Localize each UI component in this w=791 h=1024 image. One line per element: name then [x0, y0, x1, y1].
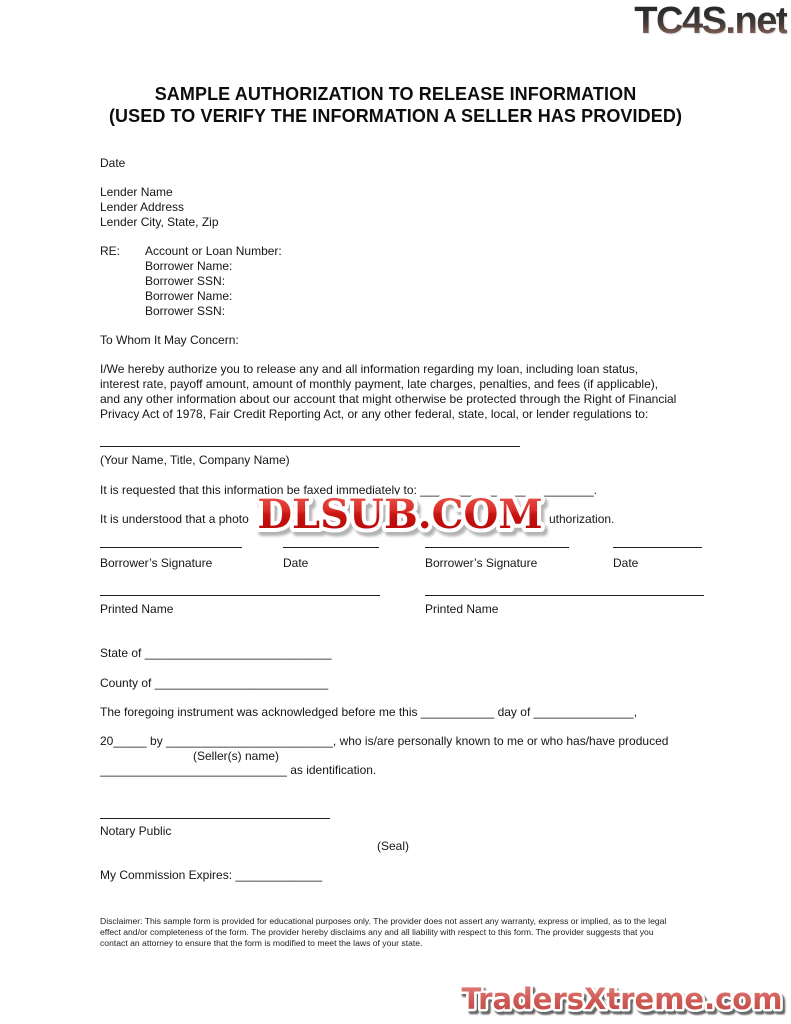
- paragraph-line: and any other information about our account that might otherwise be protected through the Right of Financial: [100, 392, 677, 406]
- re-borrower-name-label-1: Borrower Name:: [145, 259, 233, 273]
- photocopy-sentence-left: It is understood that a photo: [100, 512, 249, 526]
- re-items-block: [145, 244, 282, 319]
- paragraph-line: interest rate, payoff amount, amount of monthly payment, late charges, penalties, and fees (if applicable),: [100, 377, 659, 391]
- commission-expires-line: My Commission Expires: _____________: [100, 868, 323, 882]
- photocopy-sentence-right: uthorization.: [549, 512, 615, 526]
- page-title-line2: (USED TO VERIFY THE INFORMATION A SELLER HAS PROVIDED): [108, 105, 683, 126]
- notary-signature-line: [100, 818, 330, 819]
- fax-request-line: It is requested that this information be faxed immediately to: __________________________.: [100, 483, 598, 497]
- printed-name1-label: Printed Name: [100, 602, 174, 616]
- notary-public-label: Notary Public: [100, 824, 172, 838]
- lender-address-line: Lender Address: [100, 200, 185, 214]
- disclaimer-line: Disclaimer: This sample form is provided for educational purposes only. The provider does not assert any warranty, express or implied, as to the legal: [100, 916, 667, 926]
- re-borrower-name-label-2: Borrower Name:: [145, 289, 233, 303]
- page-title: [0, 84, 791, 127]
- borrower1-date-line: [283, 547, 379, 548]
- seal-label: (Seal): [377, 839, 410, 853]
- printed-name2-label: Printed Name: [425, 602, 499, 616]
- acknowledged-year-line: 20_____ by _________________________, who is/are personally known to me or who has/have produced: [100, 734, 669, 748]
- re-borrower-ssn-label-2: Borrower SSN:: [145, 304, 226, 318]
- disclaimer-line: contact an attorney to ensure that the form is modified to meet the laws of your state.: [100, 938, 423, 948]
- borrower2-date-line: [613, 547, 702, 548]
- recipient-name-line: [100, 446, 520, 447]
- acknowledged-line: The foregoing instrument was acknowledged before me this ___________ day of _______________,: [100, 705, 638, 719]
- borrower1-signature-label: Borrower’s Signature: [100, 556, 213, 570]
- county-of-line: County of __________________________: [100, 676, 329, 690]
- identification-line: ____________________________ as identification.: [100, 763, 377, 777]
- tradersxtreme-watermark: [453, 976, 791, 1024]
- lender-name-line: Lender Name: [100, 185, 173, 199]
- tc4s-watermark: TC4S.net: [634, 0, 787, 42]
- page-title-line1: SAMPLE AUTHORIZATION TO RELEASE INFORMATION: [154, 84, 637, 104]
- borrower1-date-label: Date: [283, 556, 309, 570]
- re-borrower-ssn-label-1: Borrower SSN:: [145, 274, 226, 288]
- paragraph-line: I/We hereby authorize you to release any and all information regarding my loan, including loan status,: [100, 362, 639, 376]
- tradersxtreme-watermark-text: TradersXtreme.com: [461, 982, 783, 1016]
- borrower2-signature-label: Borrower’s Signature: [425, 556, 538, 570]
- recipient-name-caption: (Your Name, Title, Company Name): [100, 453, 290, 467]
- lender-block: [100, 185, 219, 230]
- dlsub-watermark: [249, 483, 551, 548]
- borrower2-signature-line: [425, 547, 569, 548]
- authorization-paragraph: [100, 362, 676, 422]
- borrower2-date-label: Date: [613, 556, 639, 570]
- date-label: Date: [100, 156, 126, 170]
- re-account-number-label: Account or Loan Number:: [145, 244, 282, 258]
- salutation: To Whom It May Concern:: [100, 333, 239, 347]
- re-label: RE:: [100, 244, 121, 258]
- dlsub-watermark-text: DLSUB.COM: [257, 491, 543, 538]
- printed-name1-line: [100, 595, 380, 596]
- lender-city-line: Lender City, State, Zip: [100, 215, 219, 229]
- borrower1-signature-line: [100, 547, 242, 548]
- state-of-line: State of ____________________________: [100, 646, 332, 660]
- disclaimer-line: effect and/or completeness of the form. The provider hereby disclaims any and all liability with respect to this form. The provider suggests that you: [100, 927, 654, 937]
- disclaimer: [100, 916, 666, 949]
- printed-name2-line: [425, 595, 704, 596]
- paragraph-line: Privacy Act of 1978, Fair Credit Reporting Act, or any other federal, state, local, or lender regulations to:: [100, 407, 649, 421]
- seller-name-caption: (Seller(s) name): [193, 749, 280, 763]
